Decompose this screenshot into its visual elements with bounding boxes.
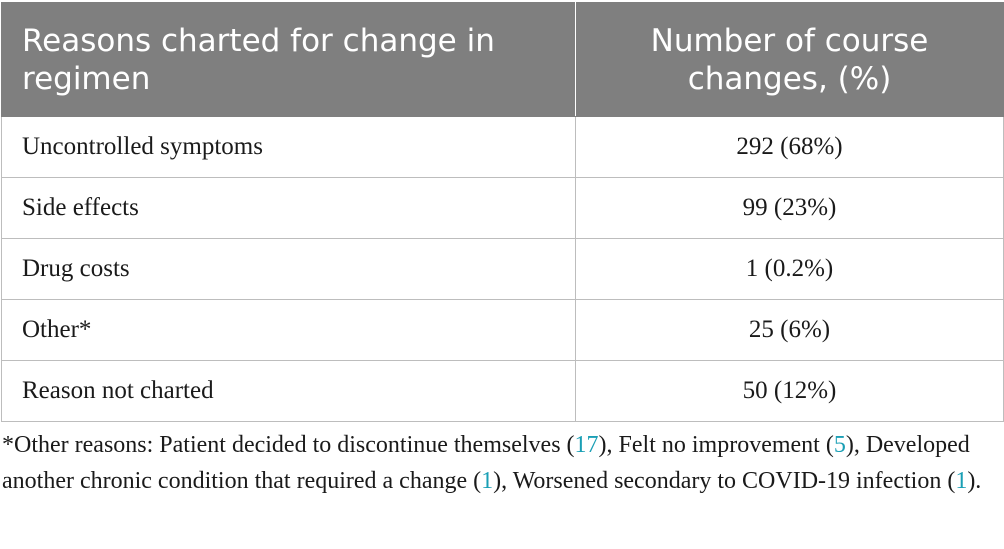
data-table-container: [1, 2, 1003, 422]
reference-link[interactable]: 17: [574, 432, 599, 458]
table-body: [2, 117, 1004, 422]
regimen-change-table: [1, 2, 1004, 422]
reason-cell: Drug costs: [2, 239, 576, 300]
reference-link[interactable]: 1: [481, 468, 494, 494]
table-row: [2, 239, 1004, 300]
footnote-text: ), Felt no improvement (: [598, 432, 834, 458]
table-header: [2, 3, 1004, 117]
value-cell: 50 (12%): [576, 361, 1004, 422]
footnote-text: ).: [967, 468, 982, 494]
value-cell: 292 (68%): [576, 117, 1004, 178]
table-row: [2, 117, 1004, 178]
footnote-text: ), Developed another chronic condition that required a change (: [2, 432, 970, 494]
header-row: [2, 3, 1004, 117]
table-footnote: [2, 427, 1002, 499]
reference-link[interactable]: 1: [955, 468, 968, 494]
footnote-text: *Other reasons: Patient decided to discontinue themselves (: [2, 432, 575, 458]
table-row: [2, 178, 1004, 239]
header-reasons: Reasons charted for change in regimen: [2, 3, 576, 117]
value-cell: 99 (23%): [576, 178, 1004, 239]
table-row: [2, 300, 1004, 361]
header-number-of-changes: Number of course changes, (%): [576, 3, 1004, 117]
footnote-text: ), Worsened secondary to COVID-19 infection (: [493, 468, 956, 494]
value-cell: 25 (6%): [576, 300, 1004, 361]
reason-cell: Uncontrolled symptoms: [2, 117, 576, 178]
reason-cell: Other*: [2, 300, 576, 361]
value-cell: 1 (0.2%): [576, 239, 1004, 300]
reason-cell: Side effects: [2, 178, 576, 239]
table-row: [2, 361, 1004, 422]
reason-cell: Reason not charted: [2, 361, 576, 422]
reference-link[interactable]: 5: [833, 432, 846, 458]
